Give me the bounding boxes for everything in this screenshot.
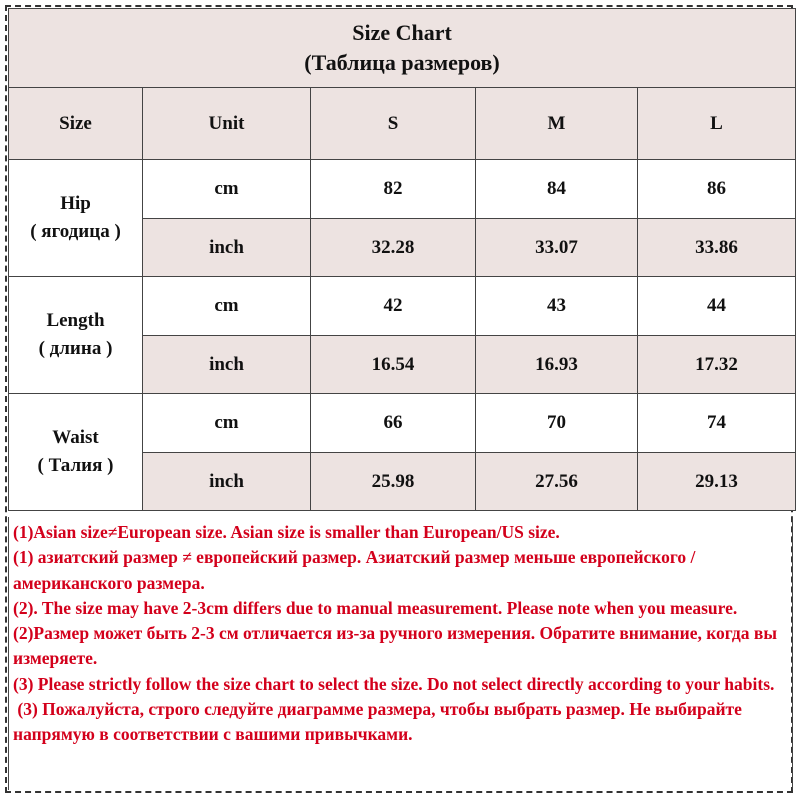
note-1-ru: (1) азиатский размер ≠ европейский размер. Азиатский размер меньше европейского / американского размера. — [13, 547, 696, 593]
header-unit: Unit — [143, 88, 311, 160]
value-cell: 25.98 — [311, 453, 476, 511]
measure-length — [9, 277, 143, 394]
header-row — [9, 88, 796, 160]
measure-name-ru: ( ягодица ) — [30, 221, 121, 242]
measure-hip — [9, 160, 143, 277]
notes-section — [8, 517, 793, 790]
measure-name: Hip — [60, 193, 91, 214]
value-cell: 42 — [311, 277, 476, 336]
value-cell: 82 — [311, 160, 476, 219]
value-cell: 32.28 — [311, 219, 476, 277]
unit-cell: cm — [143, 394, 311, 453]
unit-cell: cm — [143, 277, 311, 336]
value-cell: 27.56 — [476, 453, 638, 511]
chart-title — [9, 9, 796, 88]
value-cell: 29.13 — [638, 453, 796, 511]
table-row — [9, 277, 796, 336]
note-3-ru: (3) Пожалуйста, строго следуйте диаграмме размера, чтобы выбрать размер. Не выбирайте напрямую в соответствии с вашими привычками. — [13, 699, 747, 745]
title-en: Size Chart — [352, 20, 452, 45]
measure-name: Length — [46, 310, 105, 331]
note-1-en: (1)Asian size≠European size. Asian size is smaller than European/US size. — [13, 522, 560, 542]
value-cell: 66 — [311, 394, 476, 453]
header-m: M — [476, 88, 638, 160]
value-cell: 70 — [476, 394, 638, 453]
measure-waist — [9, 394, 143, 511]
header-s: S — [311, 88, 476, 160]
value-cell: 16.54 — [311, 336, 476, 394]
measure-name: Waist — [52, 427, 99, 448]
table-row — [9, 160, 796, 219]
measure-name-ru: ( длина ) — [38, 338, 113, 359]
size-chart-table — [8, 8, 796, 511]
note-3-en: (3) Please strictly follow the size chart to select the size. Do not select directly according to your habits. — [13, 673, 775, 694]
value-cell: 43 — [476, 277, 638, 336]
value-cell: 84 — [476, 160, 638, 219]
value-cell: 74 — [638, 394, 796, 453]
header-l: L — [638, 88, 796, 160]
value-cell: 33.86 — [638, 219, 796, 277]
measure-name-ru: ( Талия ) — [37, 455, 114, 476]
note-2-en: (2). The size may have 2-3cm differs due to manual measurement. Please note when you measure. — [13, 597, 738, 618]
value-cell: 17.32 — [638, 336, 796, 394]
unit-cell: inch — [143, 219, 311, 277]
table-row — [9, 394, 796, 453]
value-cell: 16.93 — [476, 336, 638, 394]
title-ru: (Таблица размеров) — [304, 50, 500, 75]
unit-cell: cm — [143, 160, 311, 219]
value-cell: 33.07 — [476, 219, 638, 277]
unit-cell: inch — [143, 336, 311, 394]
note-2-ru: (2)Размер может быть 2-3 см отличается из-за ручного измерения. Обратите внимание, когда вы измеряете. — [13, 623, 777, 669]
header-size: Size — [9, 88, 143, 160]
value-cell: 44 — [638, 277, 796, 336]
unit-cell: inch — [143, 453, 311, 511]
value-cell: 86 — [638, 160, 796, 219]
